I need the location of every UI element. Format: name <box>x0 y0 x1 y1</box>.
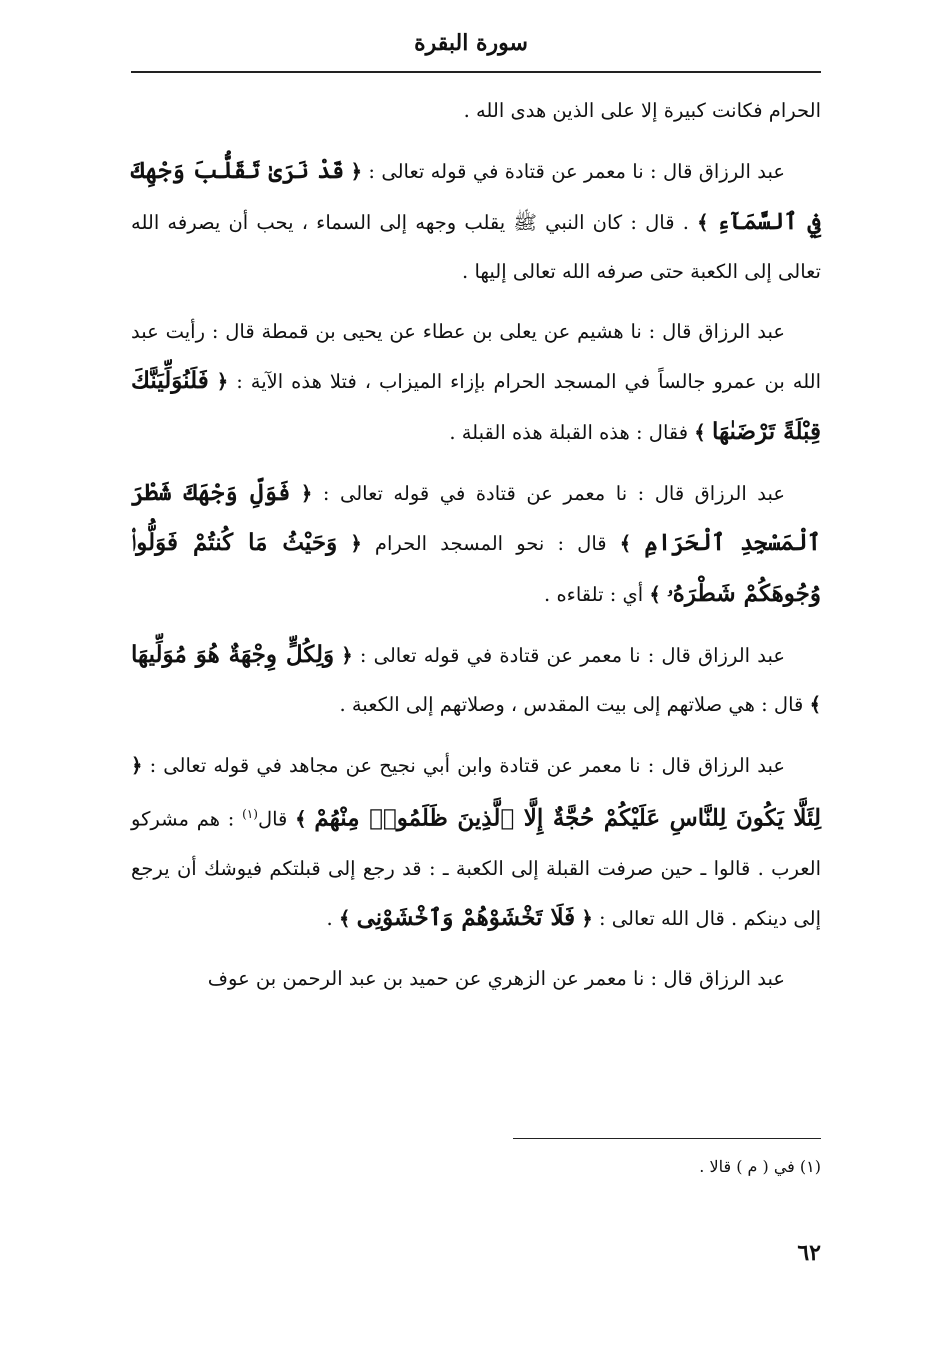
running-header-title: سورة البقرة <box>414 30 528 56</box>
footnote: (١) في ( م ) قالا . <box>699 1157 821 1176</box>
paragraph <box>131 307 821 457</box>
paragraph <box>131 146 821 296</box>
paragraph-text: قال : هي صلاتهم إلى بيت المقدس ، وصلاتهم إلى الكعبة . <box>339 693 804 717</box>
quran-close-bracket: ﴾ <box>694 420 706 444</box>
quran-verse: لِئَلَّا يَكُونَ لِلنَّاسِ عَلَيْكُمْ حُجَّةٌ إِلَّا ٱلَّذِينَ ظَلَمُوا۟ مِنْهُمْ <box>314 804 822 832</box>
footnote-reference[interactable]: (١) <box>242 806 258 821</box>
paragraph-text: أي : تلقاءه . <box>544 582 644 606</box>
quran-verse: فَوَلِّ وَجْهَكَ شَطْرَ ٱلْمَسْجِدِ ٱلْحَرَامِ <box>131 479 821 557</box>
paragraph <box>131 86 821 135</box>
paragraph-text: عبد الرزاق قال : نا معمر عن قتادة وابن أبي نجيح عن مجاهد في قوله تعالى : <box>149 753 785 777</box>
paragraph-text: عبد الرزاق قال : نا معمر عن قتادة في قوله تعالى : <box>359 643 785 667</box>
quran-open-bracket: ﴿ <box>131 753 143 777</box>
quran-close-bracket: ﴾ <box>338 906 351 930</box>
quran-close-bracket: ﴾ <box>295 807 307 831</box>
quran-open-bracket: ﴿ <box>341 643 353 667</box>
quran-open-bracket: ﴿ <box>350 532 362 556</box>
quran-open-bracket: ﴿ <box>300 482 313 506</box>
main-text <box>131 86 821 1015</box>
quran-verse: فَلَنُوَلِّيَنَّكَ قِبْلَةً تَرْضَىٰهَا <box>131 367 821 445</box>
paragraph <box>131 468 821 619</box>
quran-open-bracket: ﴿ <box>581 906 593 930</box>
quran-verse: فَلَا تَخْشَوْهُمْ وَٱخْشَوْنِى <box>356 903 576 931</box>
page-number: ٦٢ <box>797 1240 821 1266</box>
paragraph-text: فقال : هذه القبلة هذه القبلة . <box>449 420 689 444</box>
quran-close-bracket: ﴾ <box>649 582 661 606</box>
paragraph-text: . قال : كان النبي ﷺ يقلب وجهه إلى السماء ، يحب أن يصرفه الله تعالى إلى الكعبة حتى صرفه الله تعالى إليها . <box>131 210 821 283</box>
quran-verse: وَحَيْثُ مَا كُنتُمْ فَوَلُّوا۟ وُجُوهَكُمْ شَطْرَهُۥ <box>131 529 821 607</box>
paragraph <box>131 954 821 1003</box>
footnote-divider <box>513 1138 821 1139</box>
quran-open-bracket: ﴿ <box>216 370 229 394</box>
quran-verse: وَلِكُلٍّ وِجْهَةٌ هُوَ مُوَلِّيهَا <box>131 640 335 668</box>
paragraph-text: عبد الرزاق قال : نا معمر عن قتادة في قوله تعالى : <box>368 160 785 184</box>
header-divider <box>131 71 821 73</box>
quran-close-bracket: ﴾ <box>697 210 709 234</box>
paragraph <box>131 630 821 730</box>
paragraph <box>131 741 821 944</box>
paragraph-text: . <box>326 906 333 930</box>
paragraph-text: قال <box>257 807 288 831</box>
paragraph-text: : هم مشركو العرب . قالوا ـ حين صرفت القبلة إلى الكعبة ـ : قد رجع إلى قبلتكم فيوشك أن يرجع إلى دينكم . قال الله تعالى : <box>131 807 821 930</box>
quran-close-bracket: ﴾ <box>619 532 632 556</box>
paragraph-text: عبد الرزاق قال : نا معمر عن الزهري عن حميد بن عبد الرحمن بن عوف <box>207 967 785 991</box>
quran-open-bracket: ﴿ <box>350 160 363 184</box>
paragraph-text: عبد الرزاق قال : نا هشيم عن يعلى بن عطاء عن يحيى بن قمطة قال : رأيت عبد الله بن عمرو جالساً في المسجد الحرام بإزاء الميزاب ، فتلا هذه الآية : <box>131 320 822 394</box>
quran-close-bracket: ﴾ <box>809 693 821 717</box>
paragraph-text: عبد الرزاق قال : نا معمر عن قتادة في قوله تعالى : <box>322 482 785 506</box>
quran-verse: قَدْ نَرَىٰ تَقَلُّبَ وَجْهِكَ فِي ٱلسَّمَآءِ <box>131 157 821 235</box>
paragraph-text: الحرام فكانت كبيرة إلا على الذين هدى الله . <box>463 99 821 122</box>
paragraph-text: قال : نحو المسجد الحرام <box>374 532 607 556</box>
